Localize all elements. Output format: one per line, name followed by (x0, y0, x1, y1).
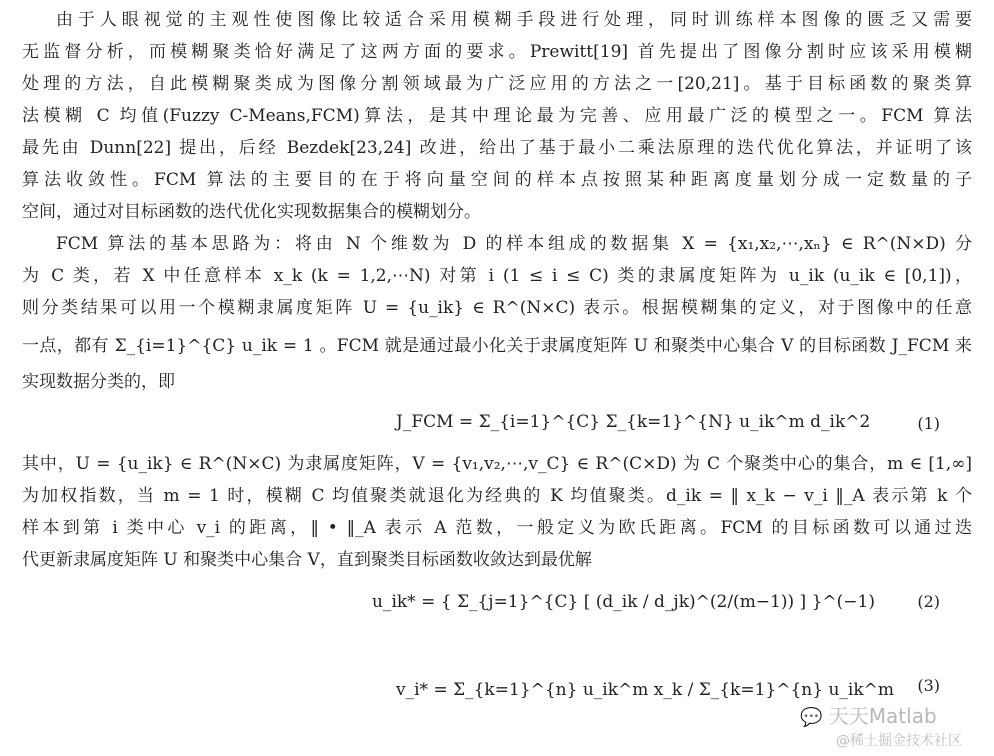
wechat-icon: 💬 (800, 707, 823, 728)
equation-1: J_FCM = Σ_{i=1}^{C} Σ_{k=1}^{N} u_ik^m d_ik^2 (396, 412, 871, 432)
para1-line3: 处理的方法，自此模糊聚类成为图像分割领域最为广泛应用的方法之一[20,21]。基于目标函数的聚类算 (22, 74, 972, 94)
wechat-watermark-text: 天天Matlab (828, 704, 937, 728)
para1-line4: 法模糊 C 均值(Fuzzy C-Means,FCM)算法，是其中理论最为完善、应用最广泛的模型之一。FCM 算法 (22, 106, 972, 126)
para3-line1: 其中，U = {u_ik} ∈ R^(N×C) 为隶属度矩阵，V = {v₁,v₂,⋯,v_C} ∈ R^(C×D) 为 C 个聚类中心的集合，m ∈ [1,∞] (22, 454, 972, 474)
para1-line2: 无监督分析，而模糊聚类恰好满足了这两方面的要求。Prewitt[19] 首先提出了图像分割时应该采用模糊 (22, 42, 972, 62)
para3-line3: 样本到第 i 类中心 v_i 的距离，‖ • ‖_A 表示 A 范数，一般定义为欧氏距离。FCM 的目标函数可以通过迭 (22, 518, 972, 538)
equation-3-number: (3) (917, 676, 940, 695)
para3-line2: 为加权指数，当 m = 1 时，模糊 C 均值聚类就退化为经典的 K 均值聚类。d_ik = ‖ x_k − v_i ‖_A 表示第 k 个 (22, 486, 972, 506)
site-watermark: @稀土掘金技术社区 (836, 733, 962, 749)
para1-line5: 最先由 Dunn[22] 提出，后经 Bezdek[23,24] 改进，给出了基于最小二乘法原理的迭代优化算法，并证明了该 (22, 138, 972, 158)
para2-line1: FCM 算法的基本思路为：将由 N 个维数为 D 的样本组成的数据集 X = {x₁,x₂,⋯,xₙ} ∈ R^(N×D) 分 (56, 234, 972, 254)
wechat-watermark (800, 700, 937, 729)
para3-line4: 代更新隶属度矩阵 U 和聚类中心集合 V，直到聚类目标函数收敛达到最优解 (22, 550, 592, 570)
equation-2: u_ik* = { Σ_{j=1}^{C} [ (d_ik / d_jk)^(2/(m−1)) ] }^(−1) (372, 592, 875, 612)
para1-line7: 空间，通过对目标函数的迭代优化实现数据集合的模糊划分。 (22, 202, 481, 222)
para1-line1: 由于人眼视觉的主观性使图像比较适合采用模糊手段进行处理，同时训练样本图像的匮乏又需要 (56, 10, 972, 30)
equation-3: v_i* = Σ_{k=1}^{n} u_ik^m x_k / Σ_{k=1}^{n} u_ik^m (396, 680, 895, 700)
para2-line4: 一点，都有 Σ_{i=1}^{C} u_ik = 1 。FCM 就是通过最小化关于隶属度矩阵 U 和聚类中心集合 V 的目标函数 J_FCM 来 (22, 336, 972, 356)
para2-line5: 实现数据分类的，即 (22, 372, 175, 392)
para2-line3: 则分类结果可以用一个模糊隶属度矩阵 U = {u_ik} ∈ R^(N×C) 表示。根据模糊集的定义，对于图像中的任意 (22, 298, 972, 318)
equation-1-number: (1) (917, 414, 940, 433)
para2-line2: 为 C 类，若 X 中任意样本 x_k (k = 1,2,⋯N) 对第 i (1 ≤ i ≤ C) 类的隶属度矩阵为 u_ik (u_ik ∈ [0,1])， (22, 266, 972, 286)
para1-line6: 算法收敛性。FCM 算法的主要目的在于将向量空间的样本点按照某种距离度量划分成一定数量的子 (22, 170, 972, 190)
equation-2-number: (2) (917, 592, 940, 611)
